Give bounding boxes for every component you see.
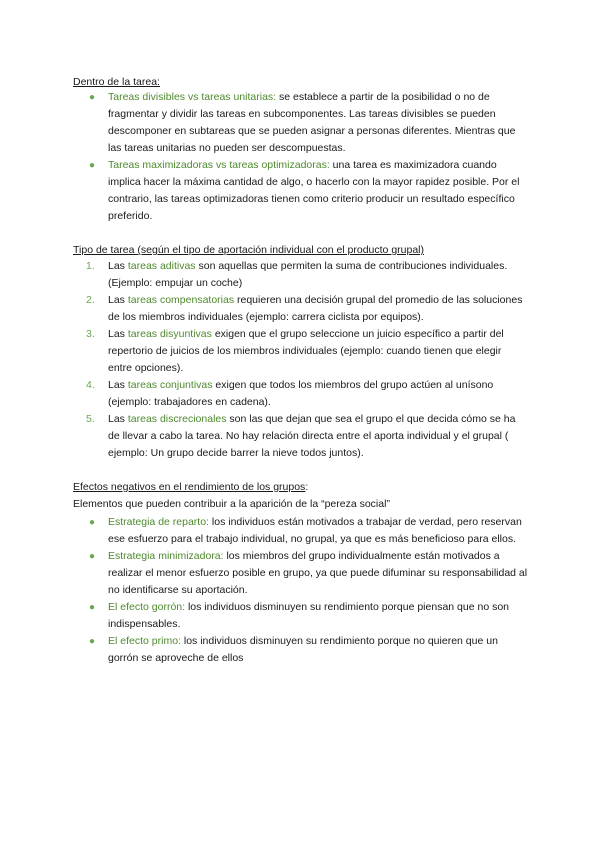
list-item [89,633,528,667]
list-item [89,548,528,599]
list-item-term: Tareas maximizadoras vs tareas optimizadoras: [108,159,330,171]
section-heading-suffix: : [305,481,309,493]
bullet-icon: ● [89,517,96,528]
list-item-text: requieren una decisión grupal del promedio de las soluciones de los miembros individuales (ejemplo: carrera ciclista por equipos). [108,294,523,323]
list-number: 3. [86,328,95,340]
bullet-icon: ● [89,551,96,562]
list-item-term: Tareas divisibles vs tareas unitarias: [108,91,277,103]
list-item-text: exigen que el grupo seleccione un juicio específico a partir del repertorio de juicios de los miembros individuales (ejemplo: cuando tienen que elegir entre opciones). [108,328,504,374]
section-heading-tipo-tarea: Tipo de tarea (según el tipo de aportación individual con el producto grupal) [73,244,425,256]
list-item [86,292,524,326]
list-item-text: los individuos disminuyen su rendimiento porque piensan que no son indispensables. [108,601,510,630]
list-item [89,514,528,548]
list-item-term: tareas compensatorias [127,294,235,306]
list-item-text: se establece a partir de la posibilidad o no de fragmentar y dividir las tareas en subcomponentes. Las tareas divisibles se pueden descomponer en subtareas que se pueden asignar a personas diferentes. Mientras que las tareas unitarias no pueden ser descompuestas. [108,91,516,154]
list-item-text: exigen que todos los miembros del grupo actúen al unísono (ejemplo: trabajadores en cadena). [108,379,494,408]
list-item [89,157,520,225]
list-item-term: tareas aditivas [127,260,196,272]
list-item-text: son aquellas que permiten la suma de contribuciones individuales. (Ejemplo: empujar un coche) [108,260,508,289]
numbered-list-tipo-tarea [86,258,524,462]
list-item-term: El efecto gorrón: [108,601,186,613]
bullet-list-efectos [89,514,528,667]
list-item-term: Estrategia de reparto: [108,516,209,528]
list-item-prefix: Las [108,328,128,340]
section-heading-text: Efectos negativos en el rendimiento de los grupos [73,481,306,493]
list-item [89,89,520,157]
list-item-term: tareas disyuntivas [127,328,212,340]
list-item [86,411,524,462]
list-item [89,599,528,633]
list-number: 4. [86,379,95,391]
list-number: 2. [86,294,95,306]
list-number: 5. [86,413,95,425]
list-item-prefix: Las [108,294,128,306]
list-item-prefix: Las [108,413,128,425]
bullet-icon: ● [89,602,96,613]
list-number: 1. [86,260,95,272]
list-item-text: son las que dejan que sea el grupo el que decida cómo se ha de llevar a cabo la tarea. No hay relación directa entre el aporta individual y el grupal ( ejemplo: Un grupo decide barrer la nieve todos juntos). [108,413,516,459]
bullet-list-tarea [89,89,520,225]
section-heading-tarea: Dentro de la tarea: [73,76,160,88]
list-item-text: una tarea es maximizadora cuando implica hacer la máxima cantidad de algo, o hacerlo con la mayor rapidez posible. Por el contrario, las tareas optimizadoras tienen como criterio producir un resultado específico preferido. [108,159,520,222]
list-item [86,377,524,411]
list-item-text: los individuos disminuyen su rendimiento porque no quieren que un gorrón se aproveche de ellos [108,635,498,664]
list-item-prefix: Las [108,260,128,272]
list-item-term: tareas conjuntivas [127,379,213,391]
section-heading-efectos [73,480,308,494]
list-item-term: tareas discrecionales [127,413,227,425]
list-item-term: Estrategia minimizadora: [108,550,224,562]
list-item [86,326,524,377]
section-subheading: Elementos que pueden contribuir a la aparición de la “pereza social” [73,498,390,510]
bullet-icon: ● [89,92,96,103]
bullet-icon: ● [89,636,96,647]
list-item-term: El efecto primo: [108,635,181,647]
list-item-text: los individuos están motivados a trabajar de verdad, pero reservan ese esfuerzo para el trabajo individual, no grupal, ya que es más beneficioso para ellos. [108,516,522,545]
list-item-text: los miembros del grupo individualmente están motivados a realizar el menor esfuerzo posible en grupo, ya que puede difuminar su responsabilidad al no identificarse su aportación. [108,550,528,596]
bullet-icon: ● [89,160,96,171]
list-item-prefix: Las [108,379,128,391]
list-item [86,258,524,292]
